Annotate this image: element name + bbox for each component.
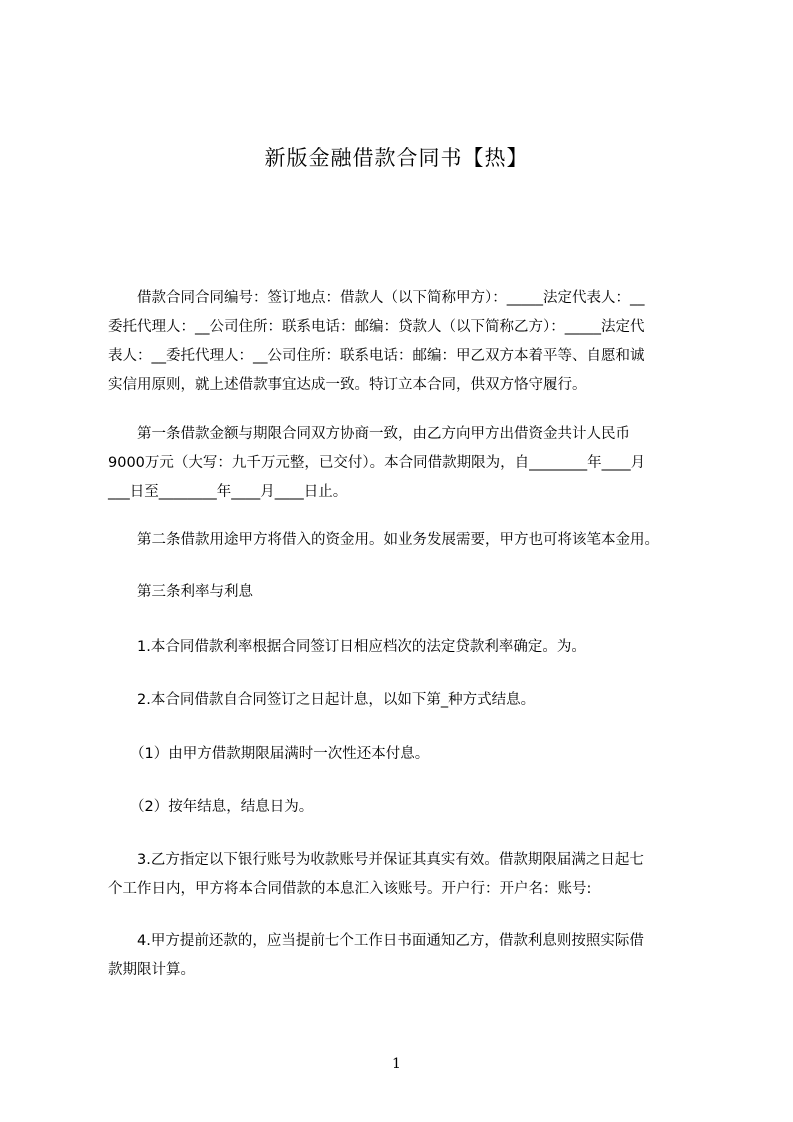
- document-title: 新版金融借款合同书【热】: [264, 146, 529, 170]
- text-line: 借款合同合同编号：签订地点：借款人（以下简称甲方）：_____法定代表人：__: [137, 290, 645, 306]
- text-line: （2）按年结息，结息日为。: [130, 799, 314, 815]
- paragraph-contract-header: [108, 284, 700, 400]
- paragraph-article-1: [108, 420, 700, 507]
- text-line: 4.甲方提前还款的，应当提前七个工作日书面通知乙方，借款利息则按照实际借: [137, 933, 644, 949]
- text-line: 个工作日内，甲方将本合同借款的本息汇入该账号。开户行：开户名：账号:: [108, 881, 592, 897]
- paragraph-item-1: [108, 633, 700, 662]
- paragraph-item-2: [108, 686, 700, 715]
- text-line: 2.本合同借款自合同签订之日起计息，以如下第_种方式结息。: [137, 692, 536, 708]
- page-number: 1: [392, 1056, 401, 1072]
- paragraph-item-3: [108, 846, 700, 904]
- paragraph-item-4: [108, 927, 700, 985]
- text-line: 9000万元（大写：九千万元整，已交付）。本合同借款期限为，自________年____月: [108, 455, 646, 471]
- paragraph-article-2: [108, 526, 700, 555]
- text-line: 委托代理人：__公司住所：联系电话：邮编：贷款人（以下简称乙方）：_____法定代: [108, 319, 645, 335]
- text-line: ___日至________年____月____日止。: [108, 484, 348, 500]
- text-line: 第一条借款金额与期限合同双方协商一致，由乙方向甲方出借资金共计人民币: [137, 426, 630, 442]
- text-line: 款期限计算。: [108, 962, 195, 978]
- text-line: 3.乙方指定以下银行账号为收款账号并保证其真实有效。借款期限届满之日起七: [137, 852, 644, 868]
- text-line: 表人：__委托代理人：__公司住所：联系电话：邮编：甲乙双方本着平等、自愿和诚: [108, 348, 645, 364]
- text-line: 第二条借款用途甲方将借入的资金用。如业务发展需要，甲方也可将该笔本金用。: [137, 532, 659, 548]
- text-line: 实信用原则，就上述借款事宜达成一致。特订立本合同，供双方恪守履行。: [108, 377, 587, 393]
- paragraph-option-2: [108, 793, 700, 822]
- text-line: 第三条利率与利息: [137, 584, 253, 600]
- paragraph-option-1: [108, 740, 700, 769]
- text-line: 1.本合同借款利率根据合同签订日相应档次的法定贷款利率确定。为。: [137, 639, 586, 655]
- text-line: （1）由甲方借款期限届满时一次性还本付息。: [130, 746, 430, 762]
- paragraph-article-3-heading: [108, 578, 700, 607]
